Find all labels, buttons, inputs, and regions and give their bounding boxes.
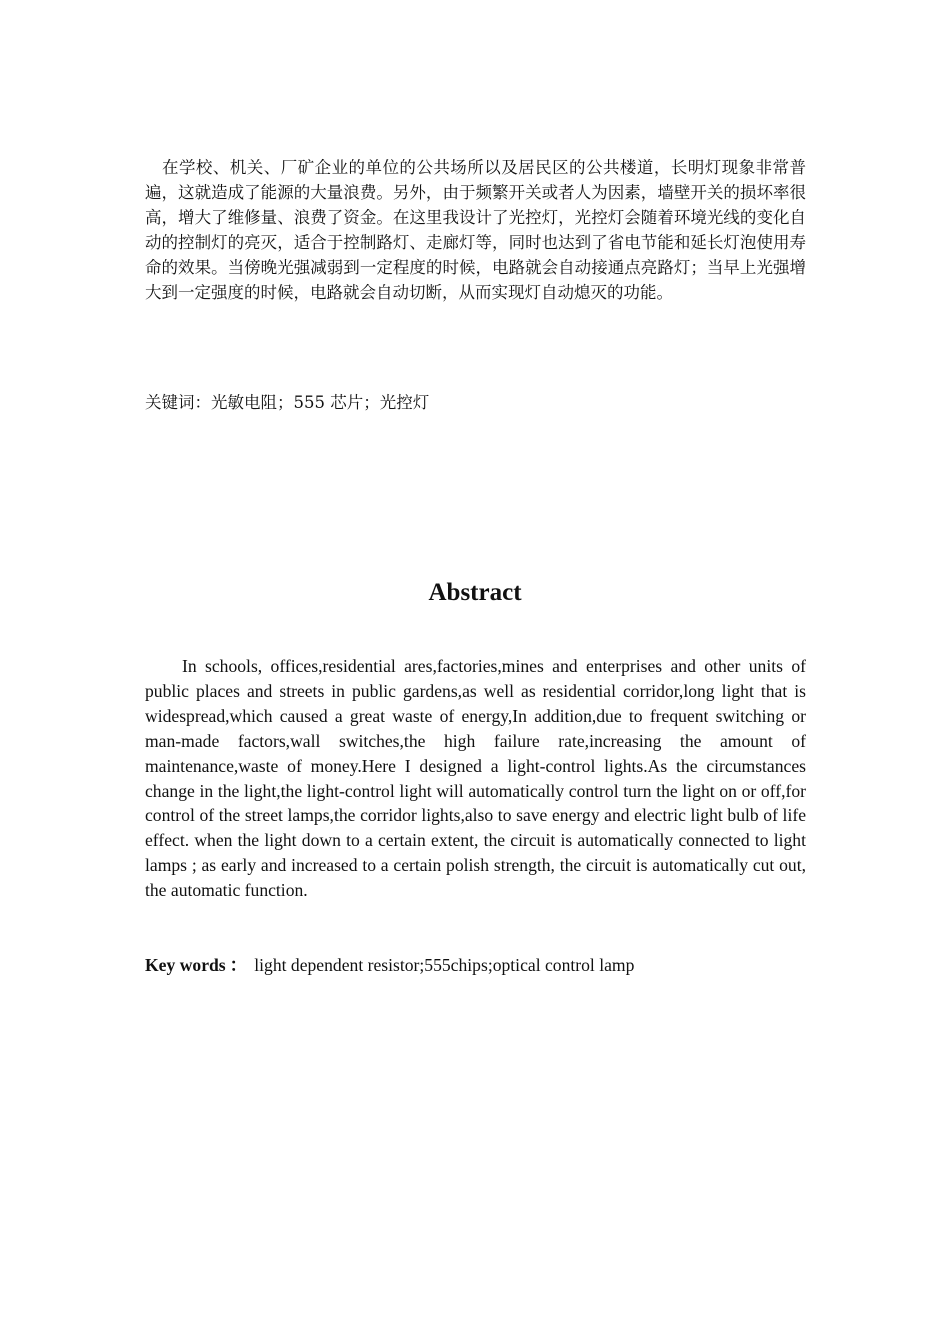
- english-keywords-line: [145, 953, 806, 978]
- english-keywords-value: light dependent resistor;555chips;optical control lamp: [254, 955, 635, 975]
- chinese-abstract-body: 在学校、机关、厂矿企业的单位的公共场所以及居民区的公共楼道，长明灯现象非常普遍，这就造成了能源的大量浪费。另外，由于频繁开关或者人为因素，墙壁开关的损坏率很高，增大了维修量、浪费了资金。在这里我设计了光控灯，光控灯会随着环境光线的变化自动的控制灯的亮灭，适合于控制路灯、走廊灯等，同时也达到了省电节能和延长灯泡使用寿命的效果。当傍晚光强减弱到一定程度的时候，电路就会自动接通点亮路灯；当早上光强增大到一定强度的时候，电路就会自动切断，从而实现灯自动熄灭的功能。: [145, 158, 806, 302]
- chinese-keywords-value: 光敏电阻；555 芯片；光控灯: [211, 393, 430, 412]
- chinese-keywords-label: 关键词：: [145, 393, 211, 412]
- abstract-title: Abstract: [428, 579, 522, 606]
- english-keywords-separator: ：: [229, 955, 248, 975]
- english-abstract-body: In schools, offices,residential ares,factories,mines and enterprises and other units of public places and streets in public gardens,as well as residential corridor,long light that is widespread,which caused a great waste of energy,In addition,due to frequent switching or man-made factors,wall switches,the high failure rate,increasing the amount of maintenance,waste of money.Here I designed a light-control lights.As the circumstances change in the light,the light-control light will automatically control turn the light on or off,for control of the street lamps,the corridor lights,also to save energy and electric light bulb of life effect. when the light down to a certain extent, the circuit is automatically connected to light lamps ; as early and increased to a certain polish strength, the circuit is automatically cut out, the automatic function.: [145, 656, 806, 901]
- english-keywords-label: Key words: [145, 955, 226, 975]
- chinese-keywords-line: [145, 390, 806, 415]
